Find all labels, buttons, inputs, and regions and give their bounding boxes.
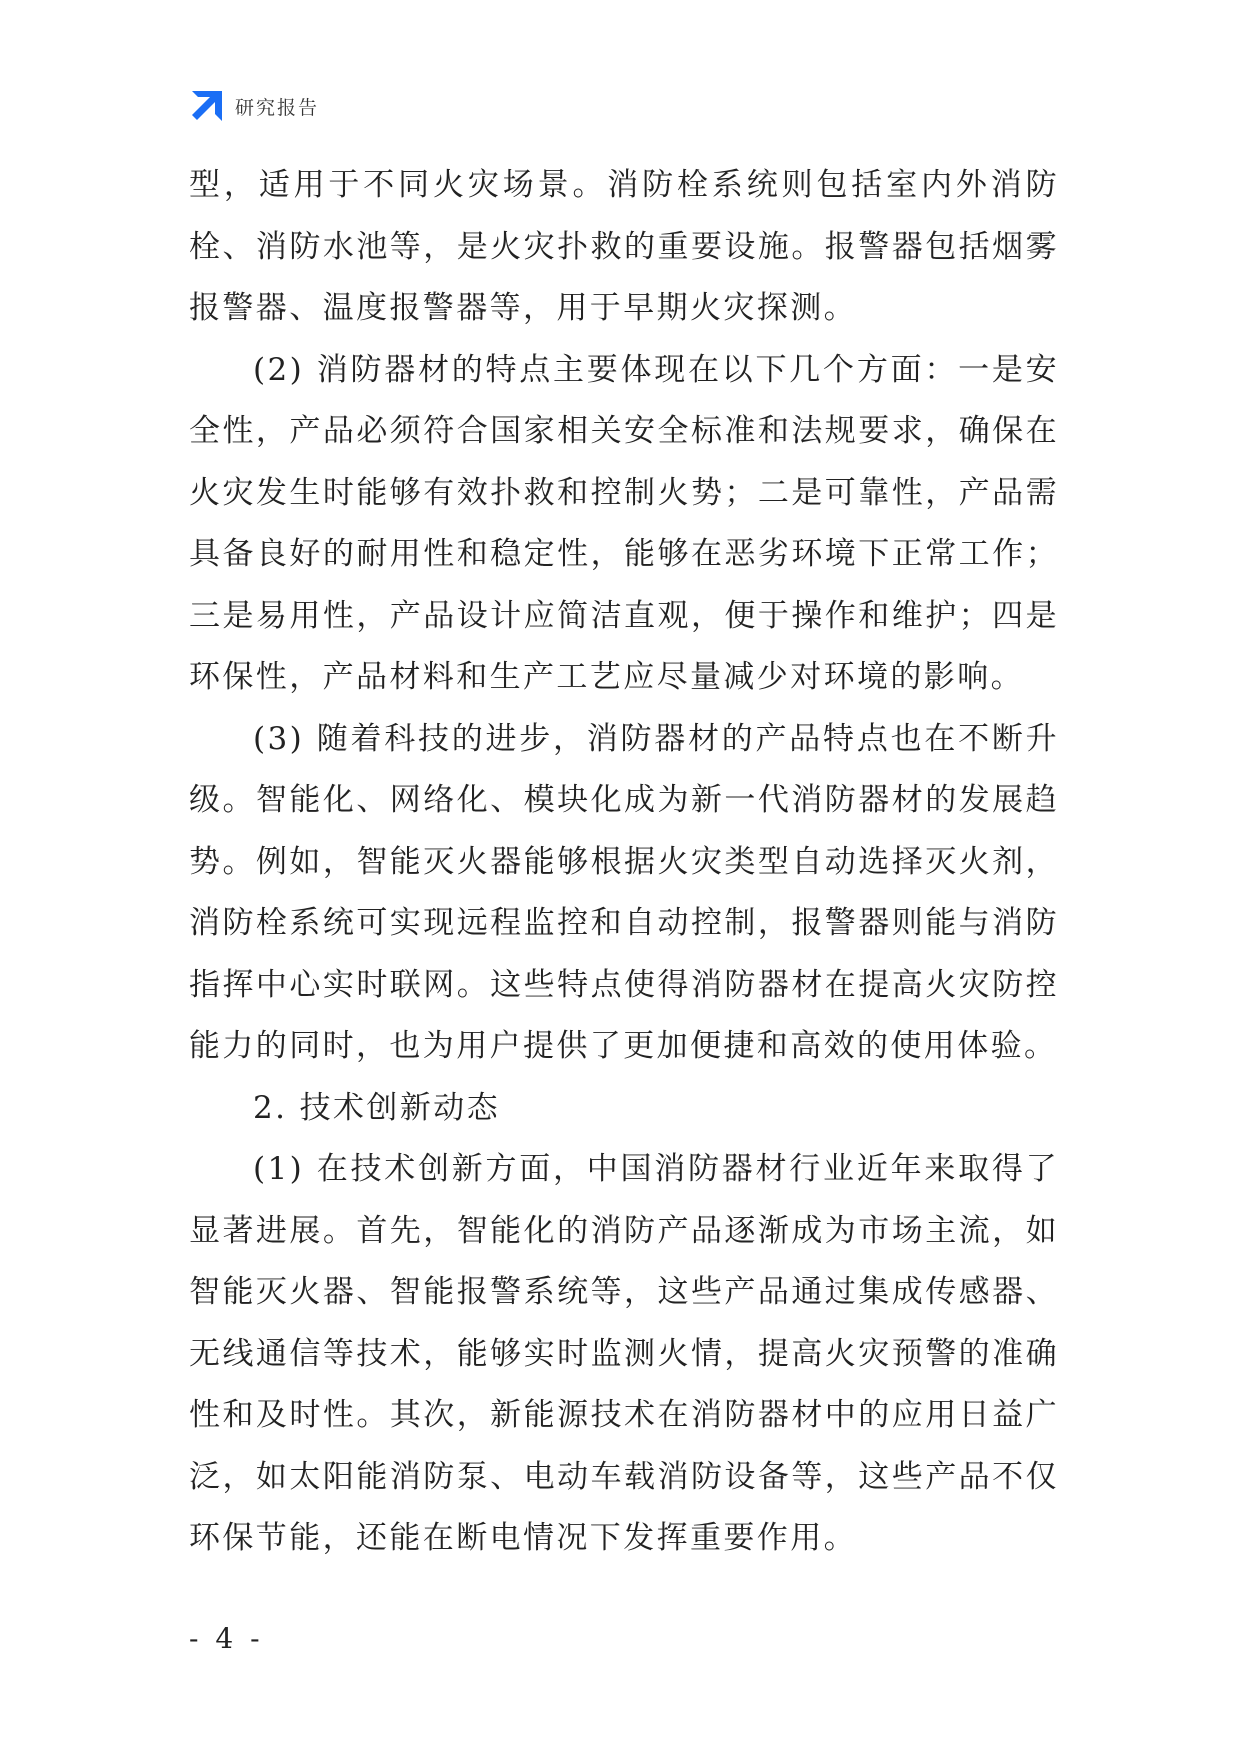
- header-title: 研究报告: [235, 96, 320, 119]
- document-body: [189, 155, 1059, 1570]
- paragraph-innovation: (1) 在技术创新方面，中国消防器材行业近年来取得了显著进展。首先，智能化的消防产品逐渐成为市场主流，如智能灭火器、智能报警系统等，这些产品通过集成传感器、无线通信等技术，能够实时监测火情，提高火灾预警的准确性和及时性。其次，新能源技术在消防器材中的应用日益广泛，如太阳能消防泵、电动车载消防设备等，这些产品不仅环保节能，还能在断电情况下发挥重要作用。: [189, 1151, 1059, 1556]
- paragraph-upgrade: (3) 随着科技的进步，消防器材的产品特点也在不断升级。智能化、网络化、模块化成为新一代消防器材的发展趋势。例如，智能灭火器能够根据火灾类型自动选择灭火剂，消防栓系统可实现远程监控和自动控制，报警器则能与消防指挥中心实时联网。这些特点使得消防器材在提高火灾防控能力的同时，也为用户提供了更加便捷和高效的使用体验。: [189, 720, 1059, 1064]
- page-number: - 4 -: [189, 1622, 264, 1655]
- paragraph-features: (2) 消防器材的特点主要体现在以下几个方面：一是安全性，产品必须符合国家相关安全标准和法规要求，确保在火灾发生时能够有效扑救和控制火势；二是可靠性，产品需具备良好的耐用性和稳定性，能够在恶劣环境下正常工作；三是易用性，产品设计应简洁直观，便于操作和维护；四是环保性，产品材料和生产工艺应尽量减少对环境的影响。: [189, 351, 1059, 695]
- arrow-up-right-icon: [189, 88, 225, 124]
- paragraph-continuation: 型，适用于不同火灾场景。消防栓系统则包括室内外消防栓、消防水池等，是火灾扑救的重要设施。报警器包括烟雾报警器、温度报警器等，用于早期火灾探测。: [189, 167, 1059, 326]
- section-heading: 2. 技术创新动态: [253, 1089, 501, 1126]
- report-header: [189, 88, 319, 124]
